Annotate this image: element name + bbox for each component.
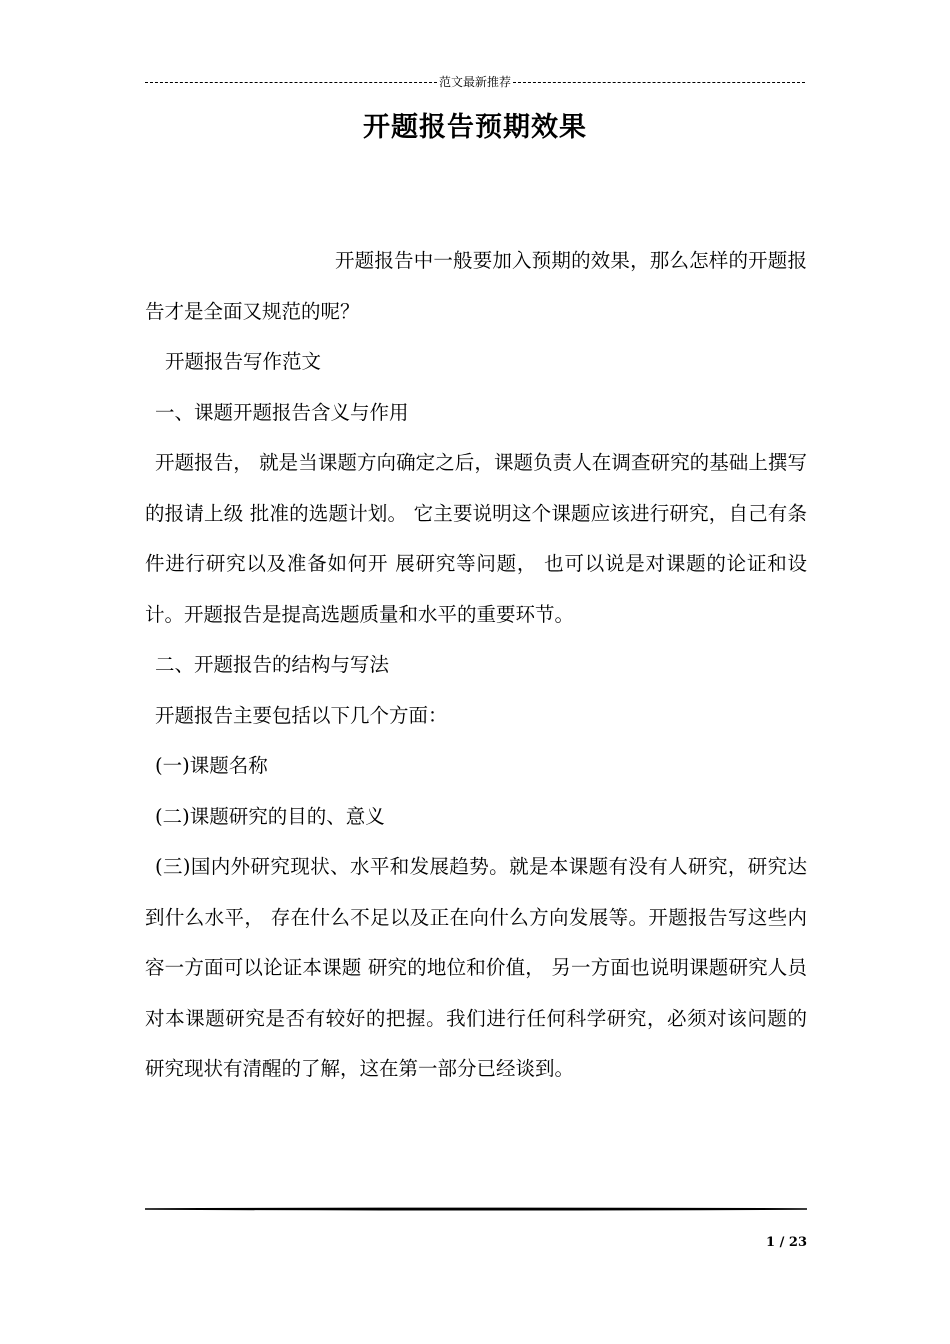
paragraph-definition [145,438,807,640]
page-number [700,1235,807,1251]
paragraph-sample-heading: 开题报告写作范文 [165,350,322,373]
header-dash-right [513,82,805,83]
footer-rule-line [145,1207,807,1211]
page-header [145,72,805,92]
header-label: 范文最新推荐 [439,75,512,89]
page-number-separator: / [779,1235,785,1250]
list-item-3-text: (三)国内外研究现状、水平和发展趋势。就是本课题有没有人研究，研究达到什么水平， 存在什么不足以及正在向什么方向发展等。开题报告写这些内容一方面可以论证本课题 研究的地位和价值， 另一方面也说明课题研究人员对本课题研究是否有较好的把握。我们进行任何科学研究，必须对该问题的研究现状有清醒的了解，这在第一部分已经谈到。 [145,855,807,1080]
paragraph-intro: 开题报告中一般要加入预期的效果，那么怎样的开题报告才是全面又规范的呢？ [145,249,807,323]
page-number-total: 23 [788,1235,807,1250]
header-dash-left [145,82,437,83]
paragraph-definition-text: 开题报告， 就是当课题方向确定之后，课题负责人在调查研究的基础上撰写的报请上级 批准的选题计划。 它主要说明这个课题应该进行研究，自己有条件进行研究以及准备如何开 展研究等问题， 也可以说是对课题的论证和设计。开题报告是提高选题质量和水平的重要环节。 [145,451,807,626]
list-item-3 [145,842,807,1095]
section-heading-2: 二、开题报告的结构与写法 [155,653,390,676]
paragraph-aspects: 开题报告主要包括以下几个方面： [155,703,448,727]
section-heading-1: 一、课题开题报告含义与作用 [155,400,409,424]
document-title: 开题报告预期效果 [363,112,587,143]
list-item-2: (二)课题研究的目的、意义 [155,804,385,828]
page-number-current: 1 [766,1235,776,1250]
footer-rule [145,1207,807,1211]
document-body [145,236,807,1095]
list-item-1: (一)课题名称 [155,754,268,777]
